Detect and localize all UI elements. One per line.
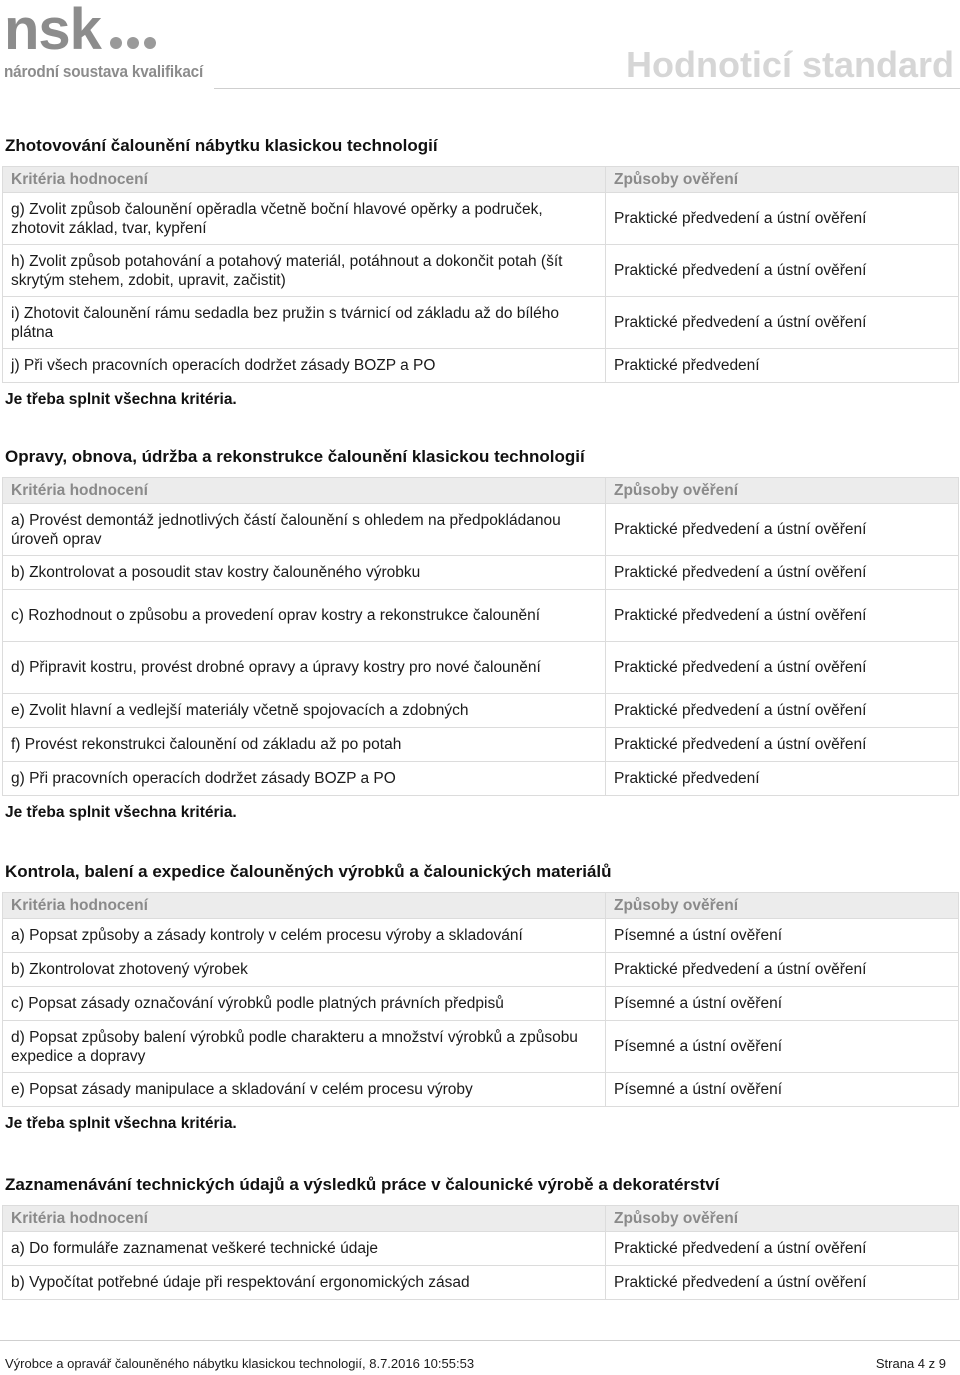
method-cell: Praktické předvedení a ústní ověření (606, 1232, 959, 1266)
table-row (3, 1266, 959, 1300)
section-title: Kontrola, balení a expedice čalouněných výrobků a čalounických materiálů (5, 862, 612, 881)
method-cell: Písemné a ústní ověření (606, 919, 959, 953)
logo-dots-icon (110, 36, 170, 50)
method-cell: Praktické předvedení a ústní ověření (606, 694, 959, 728)
section-title: Zhotovování čalounění nábytku klasickou technologií (5, 136, 438, 155)
criterion-cell: d) Připravit kostru, provést drobné opravy a úpravy kostry pro nové čalounění (3, 642, 606, 694)
section-repairs (2, 447, 958, 822)
table-row (3, 642, 959, 694)
criteria-table (2, 1205, 959, 1300)
table-row (3, 1073, 959, 1107)
criteria-header: Kritéria hodnocení (3, 478, 606, 504)
table-row (3, 987, 959, 1021)
method-cell: Praktické předvedení (606, 762, 959, 796)
section-title: Opravy, obnova, údržba a rekonstrukce čalounění klasickou technologií (5, 447, 585, 466)
logo-subtitle: národní soustava kvalifikací (4, 62, 204, 81)
table-row (3, 694, 959, 728)
table-header-row (3, 893, 959, 919)
criterion-cell: j) Při všech pracovních operacích dodržet zásady BOZP a PO (3, 349, 606, 383)
methods-header: Způsoby ověření (606, 167, 959, 193)
criterion-cell: d) Popsat způsoby balení výrobků podle charakteru a množství výrobků a způsobu expedice a dopravy (3, 1021, 606, 1073)
criterion-cell: g) Při pracovních operacích dodržet zásady BOZP a PO (3, 762, 606, 796)
table-row (3, 297, 959, 349)
criterion-cell: e) Zvolit hlavní a vedlejší materiály včetně spojovacích a zdobných (3, 694, 606, 728)
method-cell: Praktické předvedení a ústní ověření (606, 590, 959, 642)
methods-header: Způsoby ověření (606, 478, 959, 504)
requirement-note: Je třeba splnit všechna kritéria. (5, 391, 237, 408)
criterion-cell: g) Zvolit způsob čalounění opěradla včetně boční hlavové opěrky a područek, zhotovit základ, tvar, kypření (3, 193, 606, 245)
section-upholstery-making (2, 136, 958, 409)
table-row (3, 556, 959, 590)
method-cell: Praktické předvedení a ústní ověření (606, 504, 959, 556)
table-row (3, 193, 959, 245)
criteria-table (2, 166, 959, 383)
table-row (3, 953, 959, 987)
table-row (3, 504, 959, 556)
document-title: Hodnoticí standard (625, 44, 954, 85)
criteria-table (2, 892, 959, 1107)
method-cell: Praktické předvedení a ústní ověření (606, 245, 959, 297)
logo-wordmark: nsk (4, 0, 101, 62)
method-cell: Písemné a ústní ověření (606, 1073, 959, 1107)
criterion-cell: h) Zvolit způsob potahování a potahový materiál, potáhnout a dokončit potah (šít skrytým stehem, zdobit, upravit, začistit) (3, 245, 606, 297)
table-row (3, 1232, 959, 1266)
method-cell: Praktické předvedení a ústní ověření (606, 556, 959, 590)
method-cell: Praktické předvedení (606, 349, 959, 383)
criterion-cell: a) Popsat způsoby a zásady kontroly v celém procesu výroby a skladování (3, 919, 606, 953)
nsk-logo (2, 2, 212, 88)
table-row (3, 590, 959, 642)
section-title: Zaznamenávání technických údajů a výsledků práce v čalounické výrobě a dekoratérství (5, 1175, 720, 1194)
requirement-note: Je třeba splnit všechna kritéria. (5, 1115, 237, 1132)
section-packaging (2, 862, 958, 1133)
criterion-cell: f) Provést rekonstrukci čalounění od základu až po potah (3, 728, 606, 762)
criteria-header: Kritéria hodnocení (3, 1206, 606, 1232)
criterion-cell: e) Popsat zásady manipulace a skladování v celém procesu výroby (3, 1073, 606, 1107)
method-cell: Praktické předvedení a ústní ověření (606, 953, 959, 987)
table-header-row (3, 167, 959, 193)
method-cell: Praktické předvedení a ústní ověření (606, 1266, 959, 1300)
criteria-table (2, 477, 959, 796)
method-cell: Písemné a ústní ověření (606, 1021, 959, 1073)
page-header (0, 0, 960, 92)
footer-document-info: Výrobce a opravář čalouněného nábytku klasickou technologií, 8.7.2016 10:55:53 (5, 1356, 475, 1371)
table-row (3, 1021, 959, 1073)
criterion-cell: c) Rozhodnout o způsobu a provedení oprav kostry a rekonstrukce čalounění (3, 590, 606, 642)
table-row (3, 245, 959, 297)
criterion-cell: c) Popsat zásady označování výrobků podle platných právních předpisů (3, 987, 606, 1021)
criteria-header: Kritéria hodnocení (3, 167, 606, 193)
header-divider (214, 88, 960, 89)
section-records (2, 1175, 958, 1300)
table-row (3, 728, 959, 762)
method-cell: Praktické předvedení a ústní ověření (606, 297, 959, 349)
criteria-header: Kritéria hodnocení (3, 893, 606, 919)
requirement-note: Je třeba splnit všechna kritéria. (5, 804, 237, 821)
methods-header: Způsoby ověření (606, 1206, 959, 1232)
table-row (3, 919, 959, 953)
table-row (3, 349, 959, 383)
method-cell: Praktické předvedení a ústní ověření (606, 642, 959, 694)
criterion-cell: a) Do formuláře zaznamenat veškeré technické údaje (3, 1232, 606, 1266)
page-number: Strana 4 z 9 (875, 1356, 946, 1371)
method-cell: Praktické předvedení a ústní ověření (606, 193, 959, 245)
method-cell: Praktické předvedení a ústní ověření (606, 728, 959, 762)
criterion-cell: b) Zkontrolovat a posoudit stav kostry čalouněného výrobku (3, 556, 606, 590)
methods-header: Způsoby ověření (606, 893, 959, 919)
criterion-cell: b) Vypočítat potřebné údaje při respektování ergonomických zásad (3, 1266, 606, 1300)
table-row (3, 762, 959, 796)
table-header-row (3, 1206, 959, 1232)
table-header-row (3, 478, 959, 504)
footer-divider (0, 1340, 960, 1341)
method-cell: Písemné a ústní ověření (606, 987, 959, 1021)
criterion-cell: b) Zkontrolovat zhotovený výrobek (3, 953, 606, 987)
criterion-cell: i) Zhotovit čalounění rámu sedadla bez pružin s tvárnicí od základu až do bílého plátna (3, 297, 606, 349)
criterion-cell: a) Provést demontáž jednotlivých částí čalounění s ohledem na předpokládanou úroveň oprav (3, 504, 606, 556)
